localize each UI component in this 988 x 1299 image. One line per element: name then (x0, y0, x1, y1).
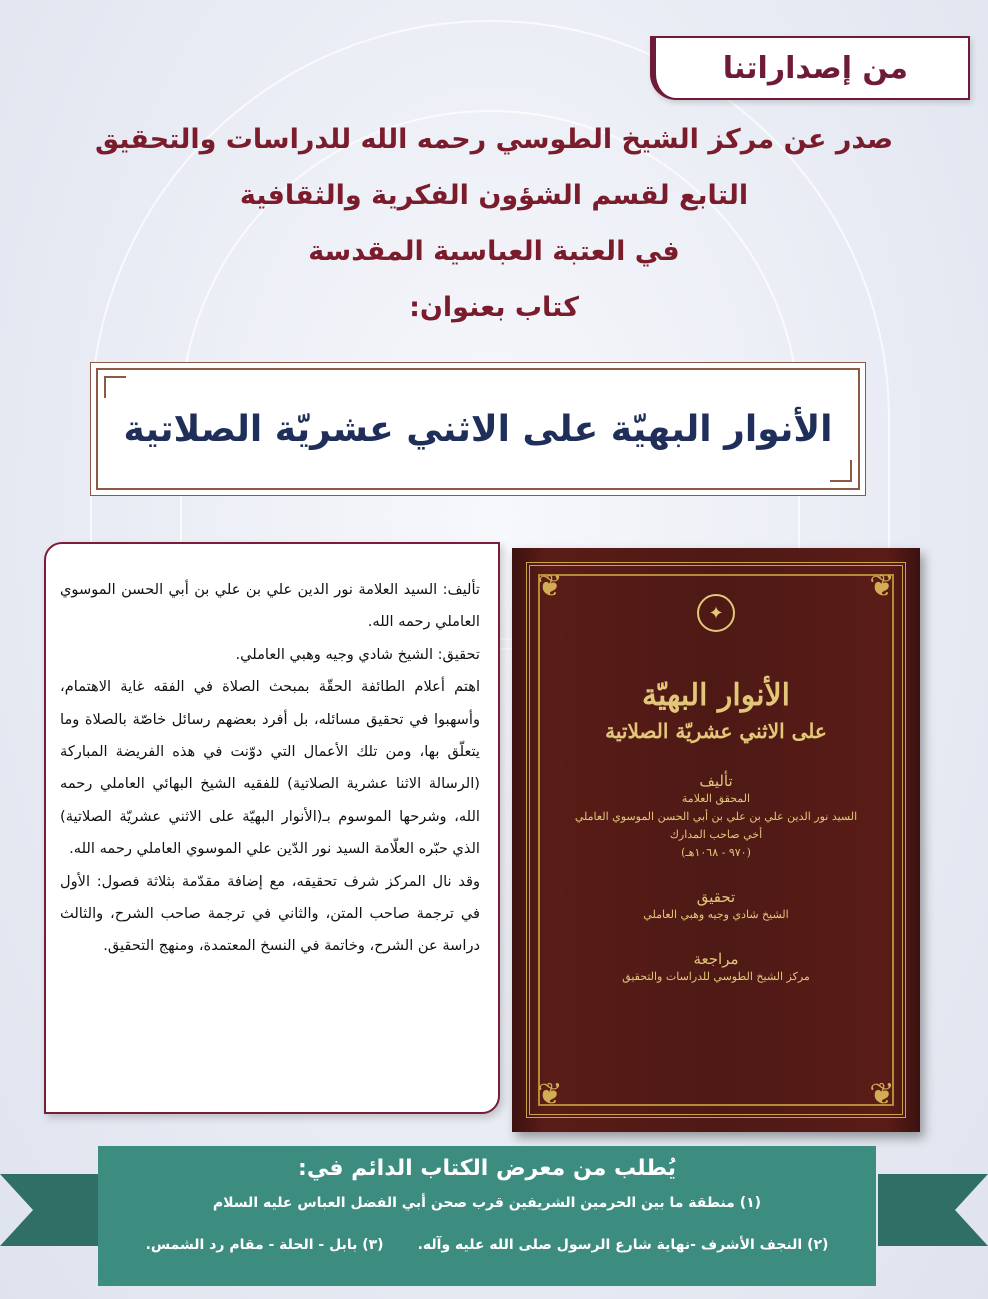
banner-location-2: (٢) النجف الأشرف -نهاية شارع الرسول صلى الله عليه وآله. (417, 1237, 829, 1253)
book-title: الأنوار البهيّة على الاثني عشريّة الصلاتية (123, 408, 833, 450)
banner-location-3: (٣) بابل - الحلة - مقام رد الشمس. (145, 1237, 384, 1253)
description-para-1: اهتم أعلام الطائفة الحقّة بمبحث الصلاة في الفقه غاية الاهتمام، وأسهبوا في تحقيق مسائله، بل أفرد بعضهم رسائل خاصّة بالصلاة وما يتعلّق بها، ومن تلك الأعمال التي دوّنت في هذه الفريضة المباركة (الرسالة الاثنا عشرية الصلاتية) للفقيه الشيخ البهائي العاملي رحمه الله، وشرحها الموسوم بـ(الأنوار البهيّة على الاثني عشريّة الصلاتية) الذي حبّره العلّامة السيد نور الدّين علي الموسوي العاملي رحمه الله. (60, 678, 480, 858)
ornament-icon: ❦ (869, 568, 895, 604)
ornament-icon: ❦ (869, 1076, 895, 1112)
ornament-icon: ❦ (537, 1076, 563, 1112)
cover-author-name: السيد نور الدين علي بن علي بن أبي الحسن الموسوي العاملي (574, 810, 858, 823)
cover-editor-label: تحقيق (696, 888, 736, 906)
banner-heading: يُطلب من معرض الكتاب الدائم في: (298, 1156, 676, 1181)
banner-ribbon-right (878, 1174, 988, 1246)
banner-location-row (98, 1211, 876, 1253)
intro-line-4: كتاب بعنوان: (409, 292, 579, 323)
cover-author-dates: (٩٧٠ - ١٠٦٨هـ) (681, 846, 751, 859)
cover-editor-name: الشيخ شادي وجيه وهبي العاملي (643, 908, 789, 921)
intro-line-1: صدر عن مركز الشيخ الطوسي رحمه الله للدراسات والتحقيق (94, 124, 894, 155)
emblem-icon: ✦ (697, 594, 735, 632)
cover-author-prefix: المحقق العلامة (681, 792, 751, 805)
ornament-icon: ❦ (537, 568, 563, 604)
availability-banner (98, 1146, 876, 1286)
intro-line-3: في العتبة العباسية المقدسة (308, 236, 680, 267)
intro-block (60, 112, 928, 336)
banner-location-1: (١) منطقة ما بين الحرمين الشريفين قرب صحن أبي الفضل العباس عليه السلام (212, 1195, 762, 1211)
cover-title: الأنوار البهيّة (641, 678, 791, 713)
cover-content (552, 584, 880, 1096)
intro-line-2: التابع لقسم الشؤون الفكرية والثقافية (239, 180, 749, 211)
description-box (44, 542, 500, 1114)
description-author: تأليف: السيد العلامة نور الدين علي بن علي بن أبي الحسن الموسوي العاملي رحمه الله. (60, 581, 480, 631)
cover-subtitle: على الاثني عشريّة الصلاتية (605, 719, 827, 743)
cover-author-label: تأليف (699, 772, 733, 790)
book-cover (512, 548, 920, 1132)
banner-ribbon-left (0, 1174, 110, 1246)
description-para-2: وقد نال المركز شرف تحقيقه، مع إضافة مقدّمة بثلاثة فصول: الأول في ترجمة صاحب المتن، والثاني في ترجمة صاحب الشرح، والثالث دراسة عن الشرح، وخاتمة في النسخ المعتمدة، ومنهج التحقيق. (60, 872, 480, 955)
cover-review-label: مراجعة (693, 950, 739, 968)
book-title-frame (96, 368, 860, 490)
issue-tag (650, 36, 970, 100)
cover-author-note: أخي صاحب المدارك (669, 828, 763, 841)
description-editor: تحقيق: الشيخ شادي وجيه وهبي العاملي. (235, 645, 480, 663)
cover-review-name: مركز الشيخ الطوسي للدراسات والتحقيق (622, 970, 810, 983)
issue-tag-label: من إصداراتنا (722, 50, 908, 86)
